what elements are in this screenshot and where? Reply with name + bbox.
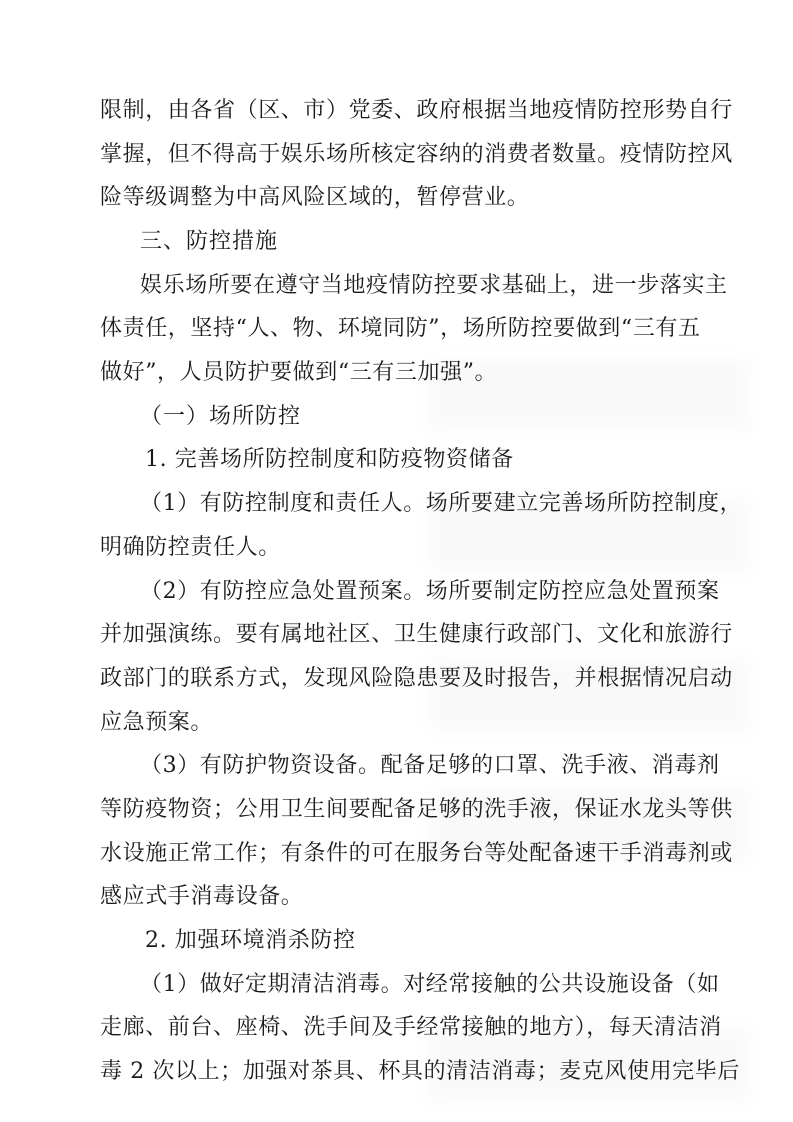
text-line: 做好”，人员防护要做到“三有三加强”。 <box>100 360 498 385</box>
text-line: 险等级调整为中高风险区域的，暂停营业。 <box>100 185 530 210</box>
paragraph-first-line: （3）有防护物资设备。配备足够的口罩、洗手液、消毒剂 <box>140 753 720 778</box>
item-heading: 1. 完善场所防控制度和防疫物资储备 <box>145 447 514 472</box>
paragraph-first-line: （1）有防控制度和责任人。场所要建立完善场所防控制度， <box>140 491 743 516</box>
text-line: 毒 2 次以上；加强对茶具、杯具的清洁消毒；麦克风使用完毕后 <box>100 1059 740 1084</box>
text-line: 应急预案。 <box>100 710 214 735</box>
paragraph-first-line: 娱乐场所要在遵守当地疫情防控要求基础上，进一步落实主 <box>140 273 728 298</box>
text-line: 等防疫物资；公用卫生间要配备足够的洗手液，保证水龙头等供 <box>100 797 733 822</box>
paragraph-first-line: （1）做好定期清洁消毒。对经常接触的公共设施设备（如 <box>140 972 720 997</box>
text-line: 感应式手消毒设备。 <box>100 884 304 909</box>
text-line: 明确防控责任人。 <box>100 535 281 560</box>
section-heading: 三、防控措施 <box>140 229 279 254</box>
text-line: 体责任，坚持“人、物、环境同防”，场所防控要做到“三有五 <box>100 316 701 341</box>
text-line: 掌握，但不得高于娱乐场所核定容纳的消费者数量。疫情防控风 <box>100 142 733 167</box>
text-line: 并加强演练。要有属地社区、卫生健康行政部门、文化和旅游行 <box>100 622 733 647</box>
text-line: 水设施正常工作；有条件的可在服务台等处配备速干手消毒剂或 <box>100 841 733 866</box>
text-line: 走廊、前台、座椅、洗手间及手经常接触的地方），每天清洁消 <box>100 1015 722 1040</box>
text-line: 政部门的联系方式，发现风险隐患要及时报告，并根据情况启动 <box>100 666 733 691</box>
text-line: 限制，由各省（区、市）党委、政府根据当地疫情防控形势自行 <box>100 98 733 123</box>
subsection-heading: （一）场所防控 <box>140 404 302 429</box>
paragraph-first-line: （2）有防控应急处置预案。场所要制定防控应急处置预案 <box>140 579 720 604</box>
item-heading: 2. 加强环境消杀防控 <box>145 928 356 953</box>
